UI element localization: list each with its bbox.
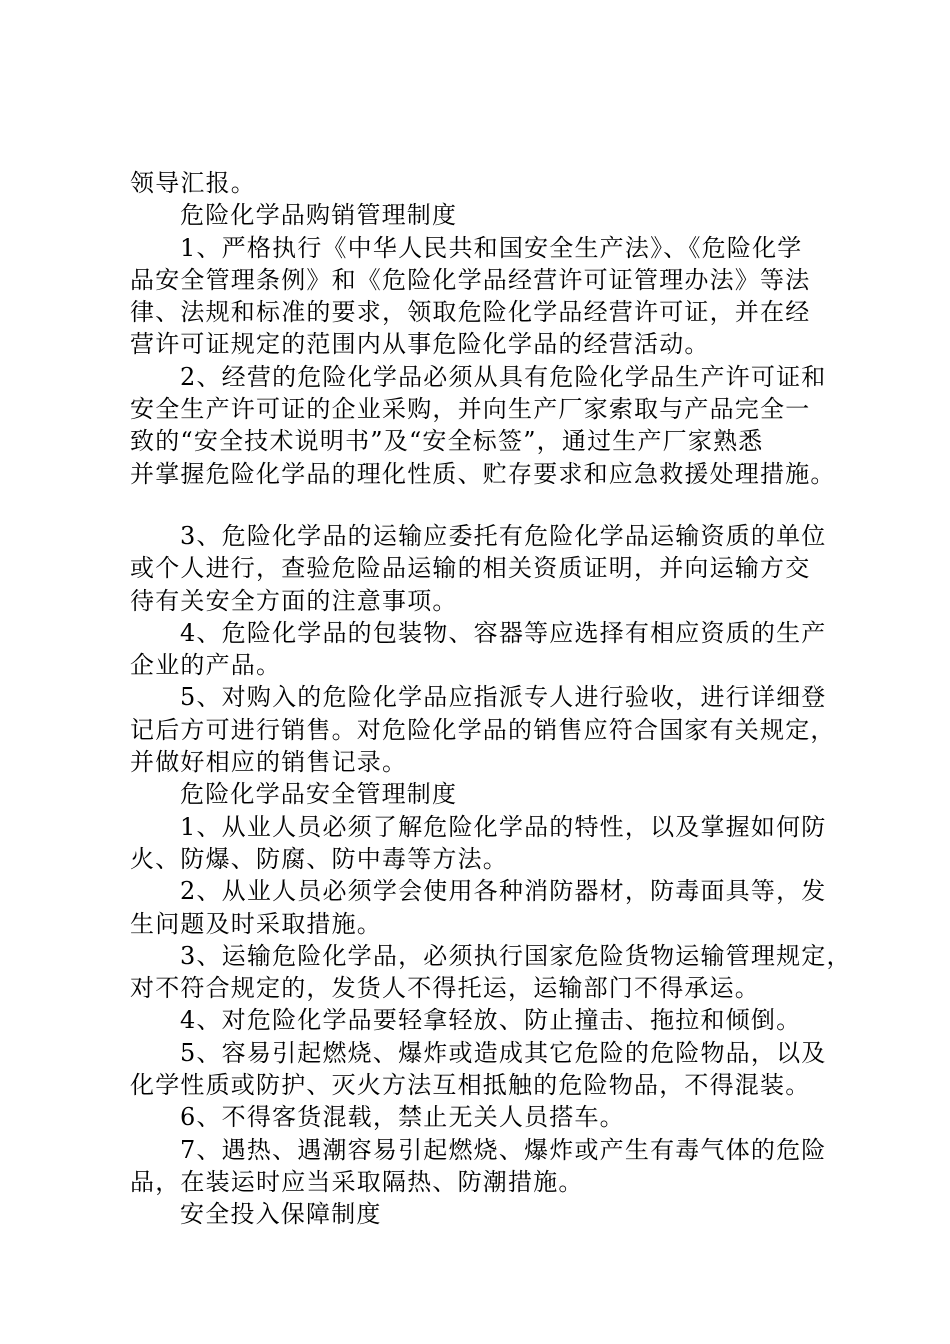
text-line: 3、危险化学品的运输应委托有危险化学品运输资质的单位: [180, 521, 827, 550]
text-line: 6、不得客货混载，禁止无关人员搭车。: [180, 1103, 625, 1132]
text-line: 2、从业人员必须学会使用各种消防器材，防毒面具等，发: [180, 877, 827, 906]
text-line: 营许可证规定的范围内从事危险化学品的经营活动。: [130, 330, 710, 359]
text-line: 3、运输危险化学品，必须执行国家危险货物运输管理规定，: [180, 941, 852, 970]
text-line: 律、法规和标准的要求，领取危险化学品经营许可证，并在经: [130, 298, 811, 327]
text-line: 火、防爆、防腐、防中毒等方法。: [130, 844, 508, 873]
text-line: 5、容易引起燃烧、爆炸或造成其它危险的危险物品，以及: [180, 1038, 827, 1067]
text-line: 安全投入保障制度: [180, 1200, 382, 1229]
text-line: 7、遇热、遇潮容易引起燃烧、爆炸或产生有毒气体的危险: [180, 1135, 827, 1164]
text-line: 致的“安全技术说明书”及“安全标签”，通过生产厂家熟悉: [130, 427, 764, 456]
text-line: 2、经营的危险化学品必须从具有危险化学品生产许可证和: [180, 362, 827, 391]
text-line: 企业的产品。: [130, 651, 282, 680]
text-line: 5、对购入的危险化学品应指派专人进行验收，进行详细登: [180, 683, 827, 712]
text-line: 危险化学品安全管理制度: [180, 780, 458, 809]
text-line: 并掌握危险化学品的理化性质、贮存要求和应急救援处理措施。: [130, 459, 836, 488]
text-line: 并做好相应的销售记录。: [130, 748, 408, 777]
text-line: 品安全管理条例》和《危险化学品经营许可证管理办法》等法: [130, 265, 811, 294]
text-line: 1、严格执行《中华人民共和国安全生产法》、《危险化学: [180, 233, 803, 262]
text-line: 安全生产许可证的企业采购，并向生产厂家索取与产品完全一: [130, 395, 811, 424]
text-line: 待有关安全方面的注意事项。: [130, 586, 458, 615]
text-line: 品，在装运时应当采取隔热、防潮措施。: [130, 1167, 584, 1196]
text-line: 4、对危险化学品要轻拿轻放、防止撞击、拖拉和倾倒。: [180, 1006, 802, 1035]
text-line: 对不符合规定的，发货人不得托运，运输部门不得承运。: [130, 974, 760, 1003]
text-line: 危险化学品购销管理制度: [180, 201, 458, 230]
text-line: 记后方可进行销售。对危险化学品的销售应符合国家有关规定，: [130, 715, 836, 744]
text-line: 4、危险化学品的包装物、容器等应选择有相应资质的生产: [180, 618, 827, 647]
blank-line: [130, 490, 845, 520]
text-line: 或个人进行，查验危险品运输的相关资质证明，并向运输方交: [130, 554, 811, 583]
text-line: 化学性质或防护、灭火方法互相抵触的危险物品，不得混装。: [130, 1071, 811, 1100]
text-line: 生问题及时采取措施。: [130, 909, 382, 938]
text-line: 1、从业人员必须了解危险化学品的特性，以及掌握如何防: [180, 812, 827, 841]
document-body: [130, 167, 852, 1231]
text-line: 领导汇报。: [130, 169, 256, 197]
